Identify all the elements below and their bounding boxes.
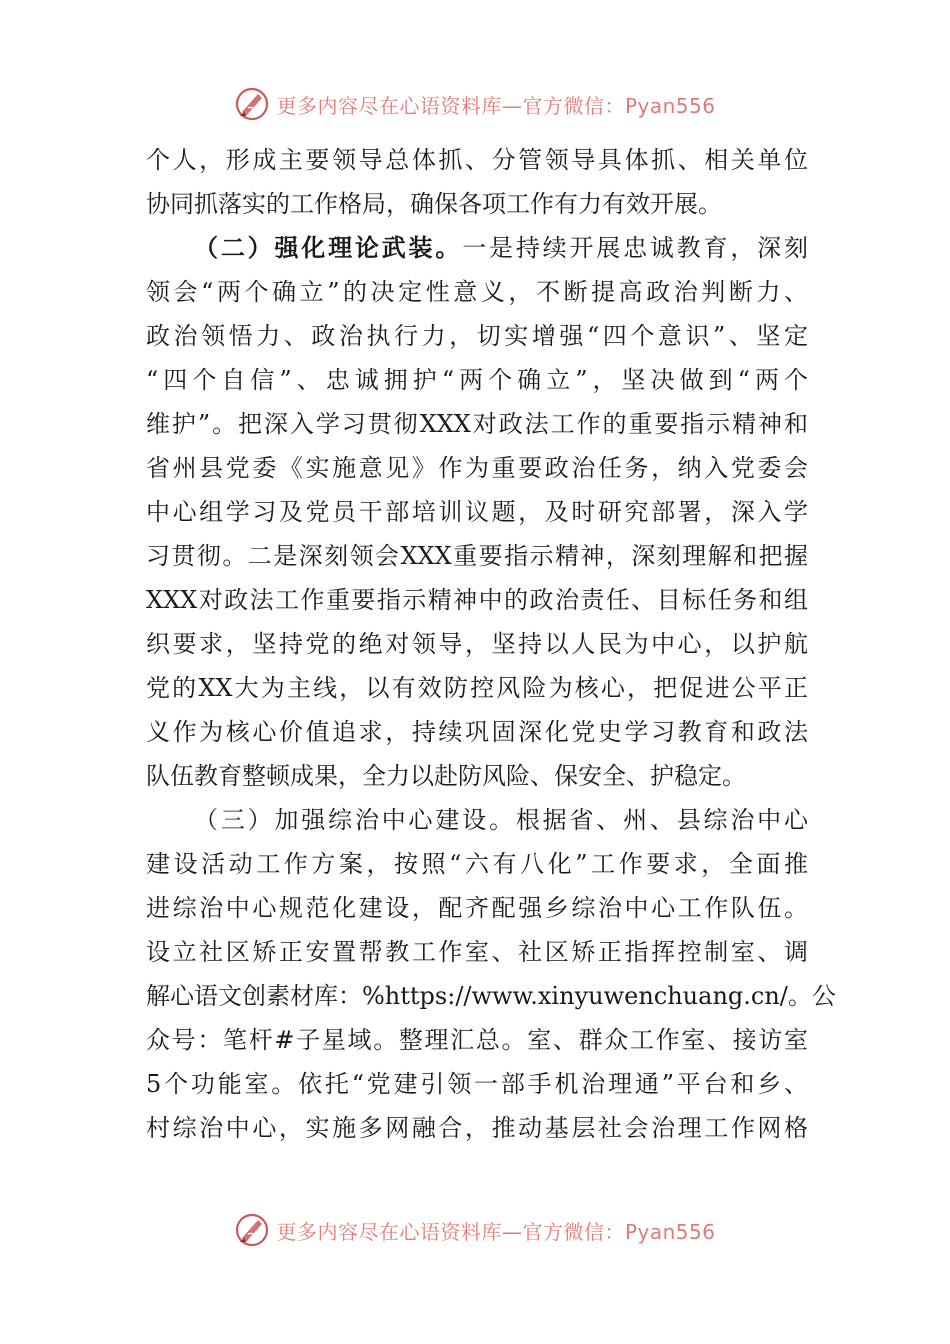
watermark-text: 更多内容尽在心语资料库—官方微信：Pyan556 [276,93,716,118]
text-line: 习贯彻。二是深刻领会XXX重要指示精神，深刻理解和把握 [146,542,808,570]
text-line: 领会“两个确立”的决定性意义，不断提高政治判断力、 [146,278,808,306]
text-line: 织要求，坚持党的绝对领导，坚持以人民为中心，以护航 [146,630,808,658]
section-heading-line: （三）加强综治中心建设。根据省、州、县综治中心 [194,806,808,834]
text-line: 众号：笔杆#子星域。整理汇总。室、群众工作室、接访室 [146,1026,808,1054]
text-line: 村综治中心，实施多网融合，推动基层社会治理工作网格 [146,1114,808,1142]
pen-seal-icon [234,86,270,122]
text-line: 队伍教育整顿成果，全力以赴防风险、保安全、护稳定。 [146,762,746,790]
text-line: 协同抓落实的工作格局，确保各项工作有力有效开展。 [146,190,722,218]
document-body [146,138,836,1150]
text-line: 建设活动工作方案，按照“六有八化”工作要求，全面推 [146,850,808,878]
section-heading: （二）强化理论武装。 [194,233,463,262]
header-watermark [0,82,950,126]
section-text: 一是持续开展忠诚教育，深刻 [462,234,809,262]
section-heading-line [146,226,808,270]
text-line: 中心组学习及党员干部培训议题，及时研究部署，深入学 [146,498,808,526]
text-line: XXX对政法工作重要指示精神中的政治责任、目标任务和组 [146,586,808,614]
text-line: 政治领悟力、政治执行力，切实增强“四个意识”、坚定 [146,322,808,350]
text-line: 进综治中心规范化建设，配齐配强乡综治中心工作队伍。 [146,894,808,922]
text-line: 义作为核心价值追求，持续巩固深化党史学习教育和政法 [146,718,808,746]
text-line: 党的XX大为主线，以有效防控风险为核心，把促进公平正 [146,674,808,702]
text-line: 设立社区矫正安置帮教工作室、社区矫正指挥控制室、调 [146,938,808,966]
text-line: 省州县党委《实施意见》作为重要政治任务，纳入党委会 [146,454,808,482]
text-line: “四个自信”、忠诚拥护“两个确立”，坚决做到“两个 [146,366,808,394]
pen-seal-icon [234,1212,270,1248]
text-line: 维护”。把深入学习贯彻XXX对政法工作的重要指示精神和 [146,410,808,438]
footer-watermark [0,1208,950,1252]
text-line: 解心语文创素材库：%https://www.xinyuwenchuang.cn/。公 [146,982,836,1010]
text-line: 5个功能室。依托“党建引领一部手机治理通”平台和乡、 [146,1070,808,1098]
watermark-text: 更多内容尽在心语资料库—官方微信：Pyan556 [276,1219,716,1244]
text-line: 个人，形成主要领导总体抓、分管领导具体抓、相关单位 [146,146,808,174]
